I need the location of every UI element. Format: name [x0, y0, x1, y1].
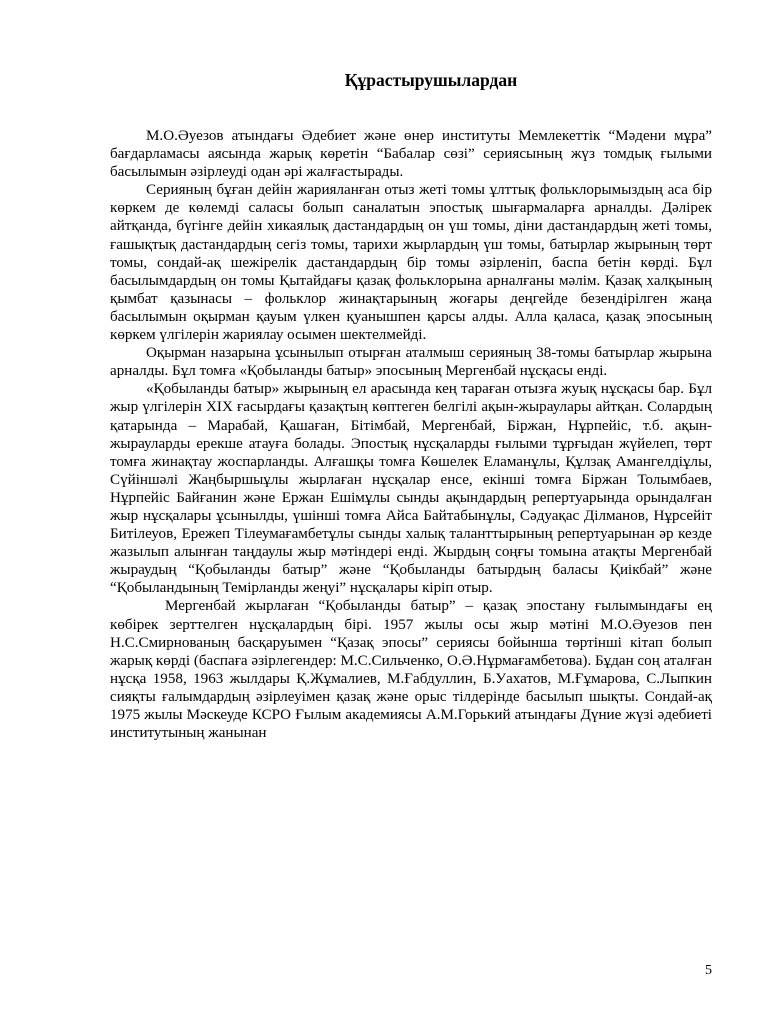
body-text	[110, 127, 712, 742]
document-page	[110, 0, 712, 1024]
page-number: 5	[705, 963, 712, 978]
paragraph: Серияның бұған дейін жарияланған отыз жеті томы ұлттық фольклорымыздың аса бір көркем де көлемді саласы болып саналатын эпостық шығармаларға арналды. Дәлірек айтқанда, бүгінге дейін хикаялық дастандардың он үш томы, діни дастандардың жеті томы, ғашықтық дастандардың сегіз томы, тарихи жырлардың үш томы, батырлар жырының төрт томы, сондай-ақ шежірелік дастандардың бір томы әзірленіп, баспа бетін көрді. Бұл басылымдардың он томы Қытайдағы қазақ фольклорына арналғаны мәлім. Қазақ халқының қымбат қазынасы – фольклор жинақтарының жоғары деңгейде безендірілген жаңа басылымын оқырман қауым үлкен қуанышпен қарсы алды. Алла қаласа, қазақ эпосының көркем үлгілерін жариялау осымен шектелмейді.	[110, 182, 712, 344]
paragraph: Мергенбай жырлаған “Қобыланды батыр” – қазақ эпостану ғылымындағы ең көбірек зерттелген нұсқалардың бірі. 1957 жылы осы жыр мәтіні М.О.Әуезов пен Н.С.Смирнованың басқаруымен “Қазақ эпосы” сериясы бойынша төртінші кітап болып жарық көрді (баспаға әзірлегендер: М.С.Сильченко, О.Ә.Нұрмағамбетова). Бұдан соң аталған нұсқа 1958, 1963 жылдары Қ.Жұмалиев, М.Ғабдуллин, Б.Уахатов, М.Ғұмарова, С.Лыпкин сияқты ғалымдардың әзірлеуімен қазақ және орыс тілдерінде басылып шықты. Сондай-ақ 1975 жылы Мәскеуде КСРО Ғылым академиясы А.М.Горький атындағы Дүние жүзі әдебиеті институтының жанынан	[110, 598, 712, 742]
paragraph: «Қобыланды батыр» жырының ел арасында кең тараған отызға жуық нұсқасы бар. Бұл жыр үлгілерін ХІХ ғасырдағы қазақтың көптеген белгілі ақын-жыраулары айтқан. Солардың қатарында – Марабай, Қашаған, Бітімбай, Мергенбай, Біржан, Нұрпейіс, т.б. ақын-жырауларды ерекше атауға болады. Эпостық нұсқаларды ғылыми тұрғыдан жүйелеп, төрт томға жинақтау жоспарланды. Алғашқы томға Көшелек Еламанұлы, Құлзақ Амангелдіұлы, Сүйіншәлі Жаңбыршыұлы жырлаған нұсқалар енсе, екінші томға Біржан Толымбаев, Нұрпейіс Байғанин және Ержан Ешімұлы сынды ақындардың репертуарында орындалған жыр нұсқалары ұсынылды, үшінші томға Айса Байтабынұлы, Сәдуақас Ділманов, Нұрсейіт Битілеуов, Ережеп Тілеумағамбетұлы сынды халық таланттырының репертуарынан әр кезде жазылып алынған таңдаулы жыр мәтіндері енді. Жырдың соңғы томына атақты Мергенбай жыраудың “Қобыланды батыр” және “Қобыланды батырдың баласы Қиікбай” және “Қобыландының Темірланды жеңуі” нұсқалары кіріп отыр.	[110, 381, 712, 597]
paragraph: Оқырман назарына ұсынылып отырған аталмыш серияның 38-томы батырлар жырына арналды. Бұл томға «Қобыланды батыр» эпосының Мергенбай нұсқасы енді.	[110, 345, 712, 380]
paragraph: М.О.Әуезов атындағы Әдебиет және өнер институты Мемлекеттік “Мәдени мұра” бағдарламасы аясында жарық көретін “Бабалар сөзі” сериясының жүз томдық ғылыми басылымын әзірлеуді одан әрі жалғастырады.	[110, 128, 712, 181]
page-title: Құрастырушылардан	[344, 70, 518, 90]
